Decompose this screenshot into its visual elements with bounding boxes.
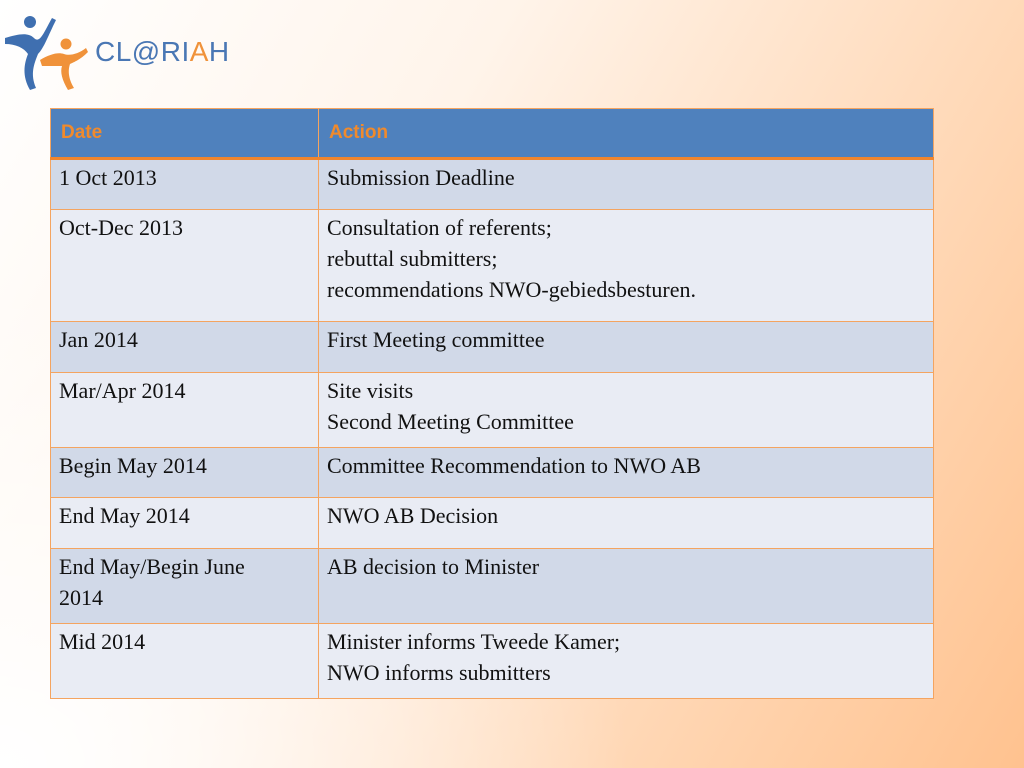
table-row <box>51 549 934 624</box>
table-row <box>51 322 934 373</box>
date-line: Begin May 2014 <box>59 453 207 478</box>
table-row <box>51 498 934 549</box>
clariah-logo <box>0 8 240 93</box>
action-cell <box>319 373 934 448</box>
table-row <box>51 624 934 699</box>
action-line: Site visits <box>327 378 414 403</box>
table-row <box>51 448 934 498</box>
action-cell <box>319 210 934 322</box>
table-row <box>51 210 934 322</box>
logo-part-ri: RI <box>160 36 190 67</box>
date-cell <box>51 448 319 498</box>
header-date: Date <box>51 109 319 159</box>
date-line: Mar/Apr 2014 <box>59 378 186 403</box>
date-line: Mid 2014 <box>59 629 146 654</box>
action-line: Consultation of referents; <box>327 215 552 240</box>
action-line: recommendations NWO-gebiedsbesturen. <box>327 277 696 302</box>
action-line: First Meeting committee <box>327 327 545 352</box>
table-row <box>51 159 934 210</box>
date-cell <box>51 322 319 373</box>
table-row <box>51 373 934 448</box>
logo-part-at: @ <box>131 36 161 67</box>
date-line: 2014 <box>59 585 103 610</box>
action-line: Committee Recommendation to NWO AB <box>327 453 701 478</box>
action-line: NWO informs submitters <box>327 660 551 685</box>
header-action: Action <box>319 109 934 159</box>
logo-part-h: H <box>208 36 230 67</box>
people-figures-icon <box>0 8 95 93</box>
date-cell <box>51 373 319 448</box>
action-line: AB decision to Minister <box>327 554 540 579</box>
date-line: Oct-Dec 2013 <box>59 215 184 240</box>
action-line: Minister informs Tweede Kamer; <box>327 629 621 654</box>
date-cell <box>51 159 319 210</box>
date-cell <box>51 549 319 624</box>
action-line: rebuttal submitters; <box>327 246 498 271</box>
table-header-row <box>51 109 934 159</box>
action-cell <box>319 624 934 699</box>
action-cell <box>319 448 934 498</box>
action-line: Second Meeting Committee <box>327 409 574 434</box>
action-cell <box>319 498 934 549</box>
action-line: Submission Deadline <box>327 165 515 190</box>
date-cell <box>51 210 319 322</box>
action-cell <box>319 159 934 210</box>
logo-part-cl: CL <box>95 36 132 67</box>
date-cell <box>51 498 319 549</box>
date-line: End May 2014 <box>59 503 190 528</box>
date-cell <box>51 624 319 699</box>
logo-part-a: A <box>189 36 209 67</box>
logo-wordmark <box>95 36 230 68</box>
date-line: Jan 2014 <box>59 327 138 352</box>
action-line: NWO AB Decision <box>327 503 499 528</box>
action-cell <box>319 549 934 624</box>
date-line: 1 Oct 2013 <box>59 165 157 190</box>
date-line: End May/Begin June <box>59 554 245 579</box>
schedule-table <box>50 108 934 699</box>
action-cell <box>319 322 934 373</box>
